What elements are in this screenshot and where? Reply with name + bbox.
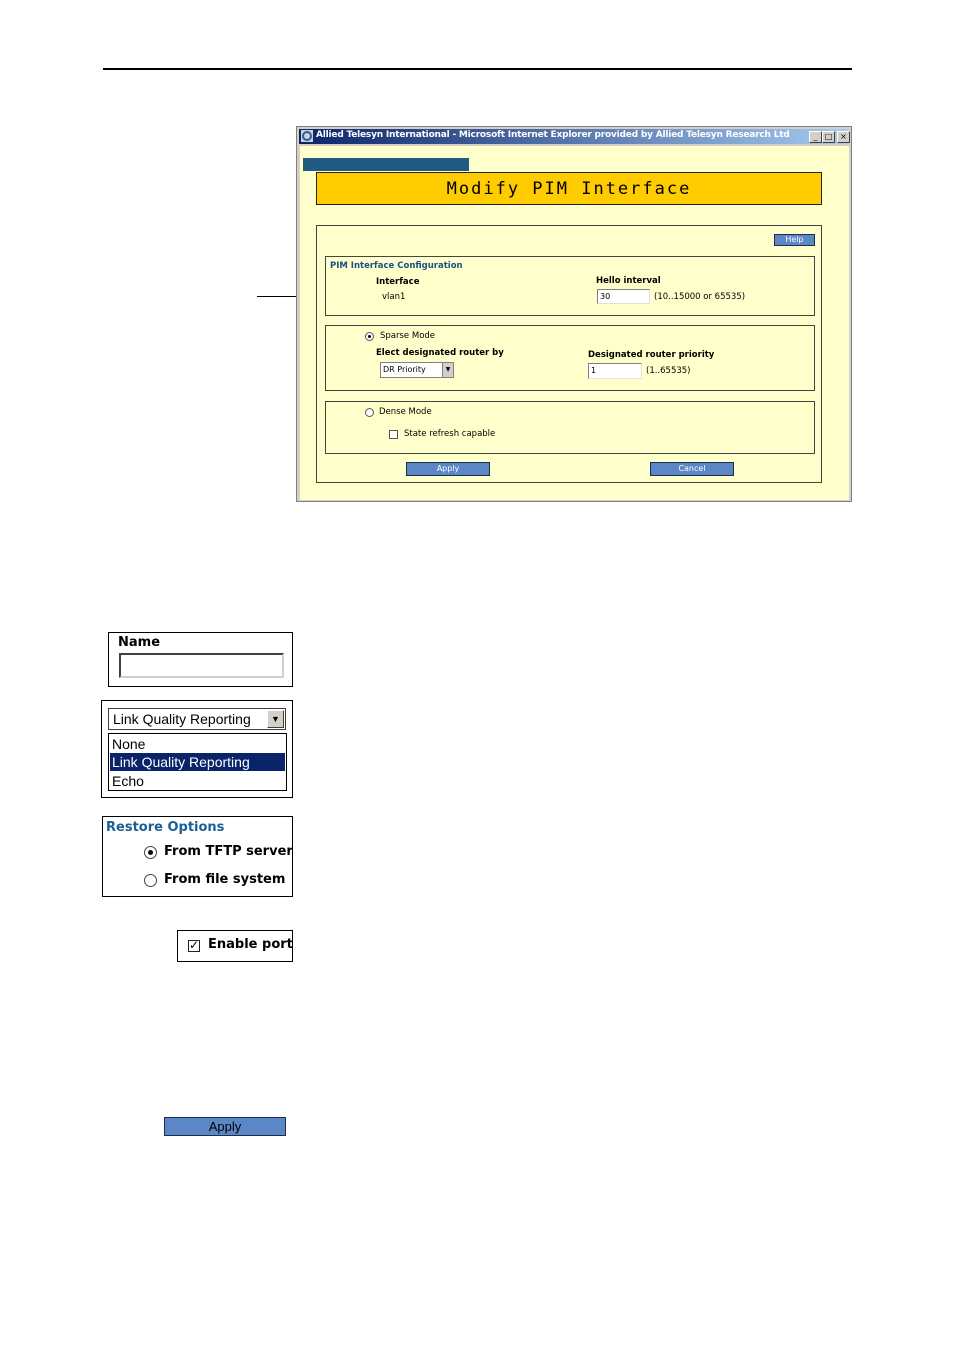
apply-button[interactable]: Apply — [406, 462, 490, 476]
chevron-down-icon: ▼ — [442, 363, 453, 377]
dropdown-list — [108, 733, 287, 791]
restore-fs-radio[interactable] — [144, 874, 157, 887]
elect-router-label: Elect designated router by — [376, 348, 504, 358]
config-group — [325, 256, 815, 316]
dropdown-option-echo[interactable]: Echo — [112, 773, 144, 789]
browser-window — [296, 126, 852, 502]
dr-priority-range: (1..65535) — [646, 366, 691, 376]
elect-router-select[interactable] — [380, 362, 454, 378]
dr-priority-label: Designated router priority — [588, 350, 715, 360]
enable-port-example — [177, 930, 293, 962]
dropdown-select[interactable] — [108, 708, 286, 730]
restore-options-heading: Restore Options — [106, 820, 225, 835]
ie-icon — [301, 130, 313, 142]
page-content — [300, 146, 849, 500]
sparse-mode-label: Sparse Mode — [380, 331, 436, 341]
interface-label: Interface — [376, 277, 420, 287]
maximize-button[interactable]: □ — [822, 131, 835, 143]
name-label: Name — [118, 635, 161, 650]
dense-mode-group — [325, 401, 815, 454]
page-top-rule — [103, 68, 852, 70]
name-input[interactable] — [119, 653, 284, 678]
title-bar — [299, 129, 849, 144]
dropdown-selected-value: Link Quality Reporting — [113, 711, 251, 727]
help-button[interactable]: Help — [774, 234, 815, 246]
tab-bar — [303, 158, 469, 171]
dropdown-option-none[interactable]: None — [112, 736, 146, 752]
dense-mode-label: Dense Mode — [379, 407, 432, 417]
restore-tftp-label: From TFTP server — [164, 844, 293, 859]
restore-tftp-radio[interactable] — [144, 846, 157, 859]
dr-priority-input[interactable]: 1 — [588, 363, 642, 379]
restore-options-example — [102, 816, 293, 897]
enable-port-label: Enable port — [208, 937, 293, 952]
window-title: Allied Telesyn International - Microsoft Internet Explorer provided by Allied Telesyn Research Ltd — [316, 130, 790, 140]
checkmark-icon: ✓ — [189, 938, 200, 952]
minimize-button[interactable]: _ — [809, 131, 822, 143]
enable-port-checkbox[interactable] — [188, 940, 200, 952]
state-refresh-label: State refresh capable — [404, 429, 496, 439]
dense-mode-radio[interactable] — [365, 408, 374, 417]
cancel-button[interactable]: Cancel — [650, 462, 734, 476]
page-title: Modify PIM Interface — [446, 179, 692, 199]
restore-fs-label: From file system — [164, 872, 286, 887]
sparse-mode-group — [325, 325, 815, 391]
interface-value: vlan1 — [382, 292, 406, 302]
hello-interval-range: (10..15000 or 65535) — [654, 292, 746, 302]
name-field-example — [108, 632, 293, 687]
form-panel — [316, 225, 822, 483]
config-heading: PIM Interface Configuration — [330, 261, 463, 271]
page-banner — [316, 172, 822, 205]
hello-interval-label: Hello interval — [596, 276, 661, 286]
sparse-mode-radio[interactable] — [365, 332, 374, 341]
chevron-down-icon: ▼ — [267, 710, 284, 728]
hello-interval-input[interactable]: 30 — [597, 289, 650, 304]
dropdown-example — [101, 700, 293, 798]
elect-router-value: DR Priority — [383, 365, 426, 374]
state-refresh-checkbox[interactable] — [389, 430, 398, 439]
apply-button-example[interactable]: Apply — [164, 1117, 286, 1136]
dropdown-option-link-quality[interactable]: Link Quality Reporting — [110, 753, 285, 771]
close-button[interactable]: × — [837, 131, 850, 143]
